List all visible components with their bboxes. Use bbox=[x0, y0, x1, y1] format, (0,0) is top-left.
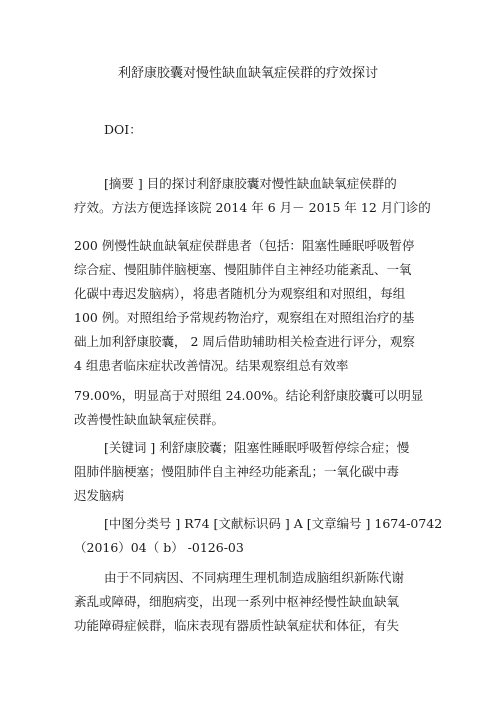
body-line: 紊乱或障碍，细胞病变，出现一系列中枢神经慢性缺血缺氧 bbox=[74, 594, 400, 609]
classification-line: [中图分类号 ] R74 [文献标识码 ] A [文章编号 ] 1674-0742 bbox=[104, 516, 443, 531]
document-title: 利舒康胶囊对慢性缺血缺氧症侯群的疗效探讨 bbox=[118, 66, 379, 81]
abstract-line: 础上加利舒康胶囊， 2 周后借助辅助相关检查进行评分，观察 bbox=[74, 334, 415, 349]
abstract-line: 综合症、慢阻肺伴脑梗塞、慢阻肺伴自主神经功能紊乱、一氧 bbox=[74, 262, 412, 277]
abstract-line: 79.00%，明显高于对照组 24.00%。结论利舒康胶囊可以明显 bbox=[74, 388, 424, 403]
keywords-line: [关键词 ] 利舒康胶囊；阻塞性睡眠呼吸暂停综合症；慢 bbox=[104, 440, 410, 455]
keywords-line: 迟发脑病 bbox=[74, 488, 125, 503]
doi-label: DOI： bbox=[104, 122, 142, 137]
classification-line: （2016）04（ b） -0126-03 bbox=[74, 540, 244, 555]
body-line: 由于不同病因、不同病理生理机制造成脑组织新陈代谢 bbox=[104, 570, 405, 585]
abstract-line: [摘要 ] 目的探讨利舒康胶囊对慢性缺血缺氧症侯群的 bbox=[104, 176, 397, 191]
abstract-line: 200 例慢性缺血缺氧症侯群患者（包括：阻塞性睡眠呼吸暂停 bbox=[74, 238, 415, 253]
abstract-line: 化碳中毒迟发脑病），将患者随机分为观察组和对照组，每组 bbox=[74, 286, 406, 301]
abstract-line: 100 例。对照组给予常规药物治疗，观察组在对照组治疗的基 bbox=[74, 310, 415, 325]
abstract-line: 疗效。方法方便选择该院 2014 年 6 月－ 2015 年 12 月门诊的 bbox=[74, 200, 431, 215]
abstract-line: 4 组患者临床症状改善情况。结果观察组总有效率 bbox=[74, 358, 349, 373]
keywords-line: 阻肺伴脑梗塞；慢阻肺伴自主神经功能紊乱；一氧化碳中毒 bbox=[74, 464, 400, 479]
abstract-line: 改善慢性缺血缺氧症侯群。 bbox=[74, 412, 225, 427]
body-line: 功能障碍症候群，临床表现有器质性缺氧症状和体征，有失 bbox=[74, 618, 400, 633]
